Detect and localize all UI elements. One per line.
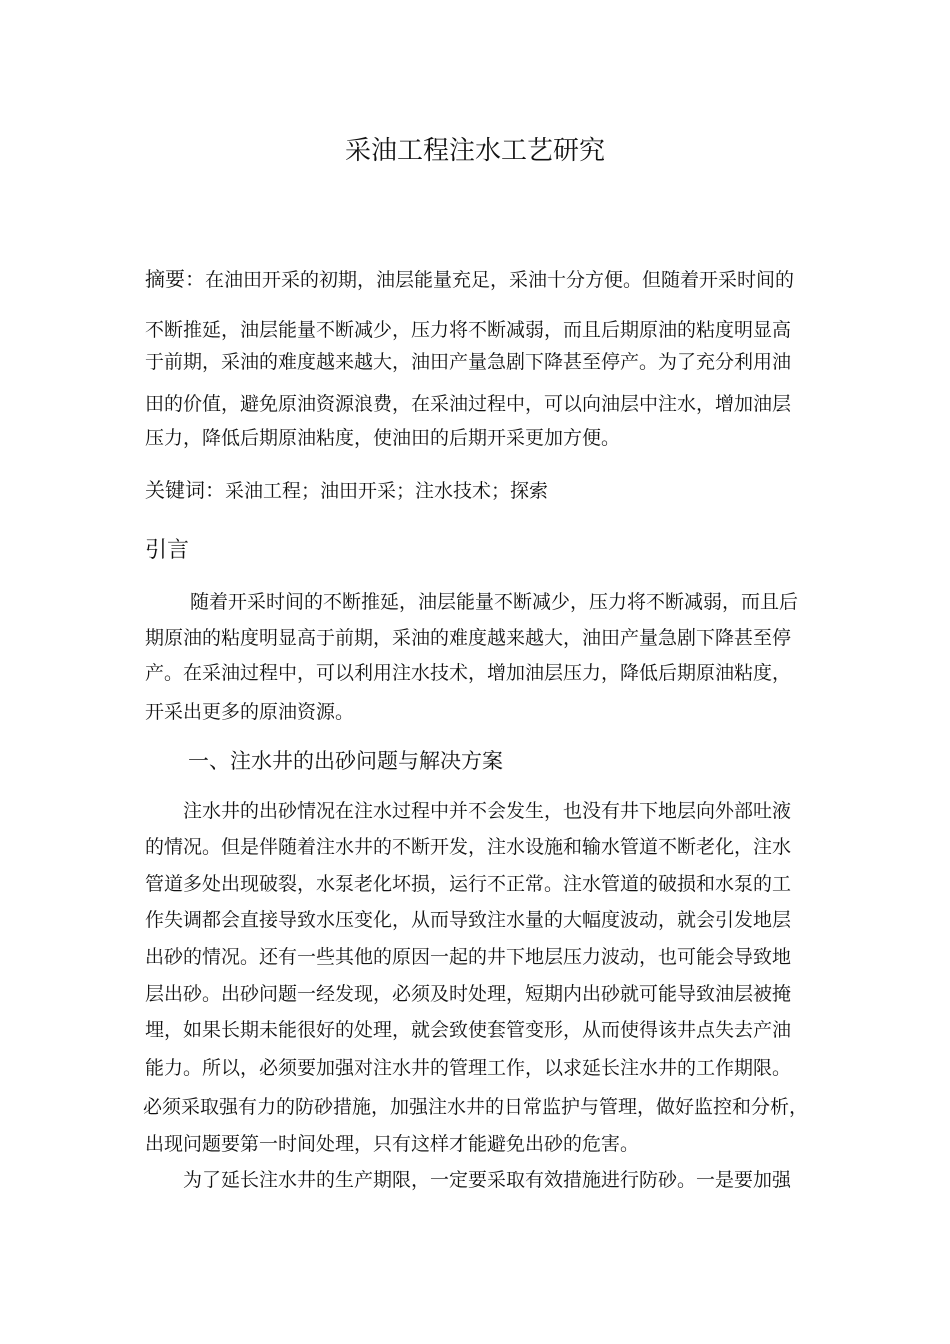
body-line: 管道多处出现破裂，水泵老化坏损，运行不正常。注水管道的破损和水泵的工 (145, 873, 792, 895)
intro-line: 期原油的粘度明显高于前期，采油的难度越来越大，油田产量急剧下降甚至停 (145, 627, 792, 649)
keywords-label: 关键词： (145, 478, 225, 502)
body-line: 作失调都会直接导致水压变化，从而导致注水量的大幅度波动，就会引发地层 (145, 909, 792, 931)
abstract-line: 压力，降低后期原油粘度，使油田的后期开采更加方便。 (145, 427, 621, 449)
body-line: 为了延长注水井的生产期限，一定要采取有效措施进行防砂。一是要加强 (183, 1169, 792, 1191)
keywords-text: 采油工程；油田开采；注水技术；探索 (225, 480, 549, 502)
body-line: 注水井的出砂情况在注水过程中并不会发生，也没有井下地层向外部吐液 (183, 800, 792, 822)
intro-line: 开采出更多的原油资源。 (145, 701, 355, 723)
intro-line: 产。在采油过程中，可以利用注水技术，增加油层压力，降低后期原油粘度， (145, 662, 792, 684)
body-line: 出现问题要第一时间处理，只有这样才能避免出砂的危害。 (145, 1133, 640, 1155)
keywords-line (145, 476, 548, 505)
abstract-text: 在油田开采的初期，油层能量充足，采油十分方便。但随着开采时间的 (205, 269, 795, 291)
abstract-label: 摘要： (145, 267, 205, 291)
abstract-line (145, 265, 794, 294)
body-line: 能力。所以，必须要加强对注水井的管理工作，以求延长注水井的工作期限。 (145, 1057, 792, 1079)
intro-line: 随着开采时间的不断推延，油层能量不断减少，压力将不断减弱，而且后 (190, 591, 799, 613)
body-line: 出砂的情况。还有一些其他的原因一起的井下地层压力波动，也可能会导致地 (145, 946, 792, 968)
section-heading: 一、注水井的出砂问题与解决方案 (188, 749, 503, 773)
body-line: 层出砂。出砂问题一经发现，必须及时处理，短期内出砂就可能导致油层被掩 (145, 983, 792, 1005)
body-line: 必须采取强有力的防砂措施，加强注水井的日常监护与管理，做好监控和分析， (143, 1096, 809, 1118)
abstract-line: 田的价值，避免原油资源浪费，在采油过程中，可以向油层中注水，增加油层 (145, 393, 792, 415)
body-line: 埋，如果长期未能很好的处理，就会致使套管变形，从而使得该井点失去产油 (145, 1019, 792, 1041)
intro-heading: 引言 (145, 538, 190, 563)
body-line: 的情况。但是伴随着注水井的不断开发，注水设施和输水管道不断老化，注水 (145, 836, 792, 858)
abstract-line: 于前期，采油的难度越来越大，油田产量急剧下降甚至停产。为了充分利用油 (145, 351, 792, 373)
abstract-line: 不断推延，油层能量不断减少，压力将不断减弱，而且后期原油的粘度明显高 (145, 319, 792, 341)
page-title: 采油工程注水工艺研究 (344, 136, 605, 166)
